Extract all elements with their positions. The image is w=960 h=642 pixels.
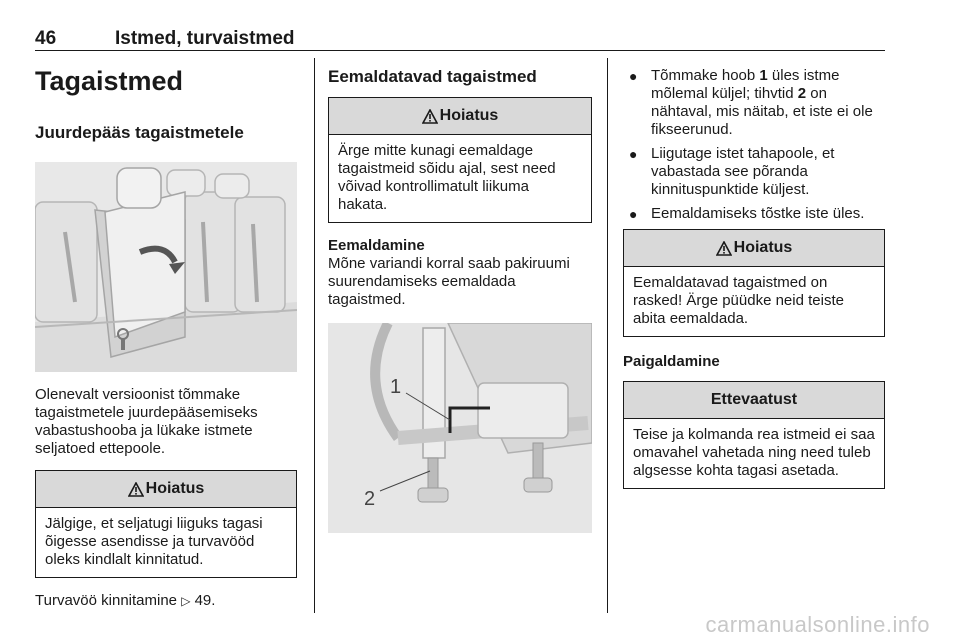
warning-box-1 [35, 470, 297, 578]
warning-box-2-label: Hoiatus [439, 107, 499, 124]
warning-box-3-head [624, 230, 884, 267]
header-rule [35, 50, 885, 51]
page-number: 46 [35, 28, 57, 49]
caution-box-text: Teise ja kolmanda rea istmeid ei saa omavahel vahetada ning need tuleb algsesse kohta tagasi asetada. [633, 426, 875, 479]
warning-box-2-head [329, 98, 591, 135]
seat-lever-illustration [328, 323, 592, 533]
section-title-removable-seats: Eemaldatavad tagaistmed [328, 67, 537, 86]
rear-seat-illustration [35, 162, 297, 372]
warning-box-1-head [36, 471, 296, 508]
column-2 [328, 58, 592, 533]
warning-box-3 [623, 229, 885, 337]
warning-box-1-label: Hoiatus [145, 480, 205, 497]
cross-reference [35, 592, 297, 610]
warning-box-1-text: Jälgige, et seljatugi liiguks tagasi õigesse asendisse ja turvavööd oleks kindlalt kinnitatud. [45, 515, 263, 568]
warning-icon [716, 241, 732, 256]
warning-box-3-text: Eemaldatavad tagaistmed on rasked! Ärge püüdke neid teiste abita eemaldada. [633, 274, 844, 327]
subsection-title: Juurdepääs tagaistmetele [35, 123, 244, 142]
seat-lever-drawing [328, 323, 592, 533]
bullet-icon: ● [629, 68, 638, 84]
install-heading: Paigaldamine [623, 353, 720, 370]
removal-steps-list [623, 67, 885, 223]
cross-reference-page: 49. [194, 592, 216, 609]
section-title: Tagaistmed [35, 66, 184, 96]
bullet-icon: ● [629, 206, 638, 222]
figure-label-1: 1 [390, 376, 402, 398]
seat-drawing [35, 162, 297, 372]
warning-box-2 [328, 97, 592, 223]
arrow-right-icon: ▷ [181, 594, 191, 608]
warning-box-3-label: Hoiatus [733, 239, 793, 256]
warning-icon [422, 109, 438, 124]
warning-box-2-text: Ärge mitte kunagi eemaldage tagaistmeid sõidu ajal, sest need võivad kontrollimatult liikuma hakata. [338, 142, 556, 213]
watermark: carmanualsonline.info [705, 612, 930, 637]
caution-box [623, 381, 885, 489]
column-divider-1 [314, 58, 315, 613]
list-item: ● Tõmmake hoob 1 üles istme mõlemal küljel; tihvtid 2 on nähtaval, mis näitab, et iste ei ole fikseerunud. [629, 67, 873, 138]
bullet-icon: ● [629, 146, 638, 162]
figure-label-2: 2 [364, 488, 376, 510]
warning-icon [128, 482, 144, 497]
column-divider-2 [607, 58, 608, 613]
cross-reference-text: Turvavöö kinnitamine [35, 592, 178, 609]
removal-text: Mõne variandi korral saab pakiruumi suurendamiseks eemaldada tagaistmed. [328, 255, 570, 308]
list-item: ● Liigutage istet tahapoole, et vabastada see põranda kinnituspunktide küljest. [629, 145, 835, 198]
caution-box-head: Ettevaatust [624, 382, 884, 419]
column-1 [35, 58, 297, 610]
removal-heading: Eemaldamine [328, 237, 425, 254]
page-header [35, 22, 885, 52]
access-instructions: Olenevalt versioonist tõmmake tagaistmetele juurdepääsemiseks vabastushooba ja lükake istmete seljatoed ettepoole. [35, 386, 258, 457]
running-title: Istmed, turvaistmed [115, 28, 295, 49]
list-item: ● Eemaldamiseks tõstke iste üles. [629, 205, 865, 222]
column-3 [623, 58, 885, 489]
